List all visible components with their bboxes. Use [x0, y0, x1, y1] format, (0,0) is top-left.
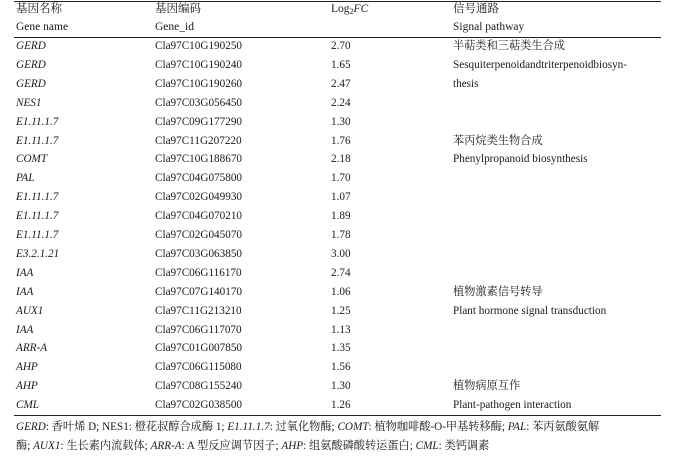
footnote-text: : 组氨酸磷酸转运蛋白; [303, 440, 416, 452]
pathway-cell: Sesquiterpenoidandtriterpenoidbiosyn- [453, 58, 627, 71]
footnote-text: 酶; [16, 440, 34, 452]
footnote-gene-abbr: AHP [281, 440, 304, 452]
gene-id-cell: Cla97C01G007850 [155, 342, 243, 355]
gene-name-cell: E1.11.1.7 [16, 191, 59, 204]
log2fc-cell: 2.18 [331, 153, 351, 166]
gene-id-cell: Cla97C02G038500 [155, 399, 243, 412]
log2fc-cell: 1.89 [331, 210, 351, 223]
gene-id-cell: Cla97C06G117070 [155, 323, 242, 336]
header-rule [14, 37, 661, 38]
gene-name-cell: AUX1 [16, 304, 44, 317]
footnote-line-2 [16, 440, 489, 453]
log2fc-cell: 1.06 [331, 285, 351, 298]
gene-id-cell: Cla97C02G049930 [155, 191, 243, 204]
gene-name-cell: E3.2.1.21 [16, 247, 60, 260]
gene-id-cell: Cla97C02G045070 [155, 229, 243, 241]
gene-name-cell: AHP [16, 380, 38, 393]
footnote-gene-abbr: ARR-A [150, 440, 182, 452]
log2fc-cell: 1.13 [331, 323, 351, 336]
log2fc-cell: 2.70 [331, 40, 351, 52]
log2fc-cell: 1.56 [331, 361, 351, 374]
pathway-cell: Phenylpropanoid biosynthesis [453, 153, 588, 166]
log2fc-cell: 1.35 [331, 342, 351, 355]
footnote-text: : A 型反应调节因子; [181, 440, 282, 452]
log2fc-cell: 2.24 [331, 96, 351, 109]
log2fc-cell: 2.47 [331, 77, 351, 90]
footnote-gene-abbr: CML [415, 440, 439, 452]
gene-id-cell: Cla97C07G140170 [155, 285, 243, 298]
gene-name-cell: PAL [16, 172, 35, 185]
footnote-text: : 香叶烯 D; NES1: 橙花叔醇合成酶 1; [45, 421, 228, 433]
gene-id-cell: Cla97C08G155240 [155, 380, 243, 393]
gene-name-cell: E1.11.1.7 [16, 115, 59, 128]
footnote-text: : 植物咖啡酸-O-甲基转移酶; [368, 421, 508, 433]
gene-id-cell: Cla97C10G190250 [155, 40, 243, 52]
pathway-cell: 苯丙烷类生物合成 [453, 134, 543, 147]
footnote-gene-abbr: PAL [507, 421, 527, 433]
gene-name-cell: CML [16, 399, 40, 412]
footnote-gene-abbr: GERD [16, 421, 46, 433]
gene-name-cell: GERD [16, 58, 46, 71]
header-gene-name-en: Gene name [16, 21, 69, 33]
gene-name-cell: AHP [16, 361, 38, 374]
header-gene-id-en: Gene_id [155, 21, 194, 33]
gene-id-cell: Cla97C09G177290 [155, 115, 243, 128]
gene-name-cell: NES1 [16, 96, 42, 109]
gene-id-cell: Cla97C10G188670 [155, 153, 243, 166]
gene-id-cell: Cla97C06G115080 [155, 361, 242, 374]
gene-id-cell: Cla97C04G070210 [155, 210, 243, 223]
header-gene-id-cn: 基因编码 [155, 3, 201, 15]
gene-name-cell: COMT [16, 153, 48, 166]
gene-id-cell: Cla97C04G075800 [155, 172, 243, 185]
log2fc-cell: 1.76 [331, 134, 351, 147]
gene-id-cell: Cla97C10G190260 [155, 77, 243, 90]
gene-name-cell: ARR-A [16, 342, 48, 355]
log2fc-cell: 1.07 [331, 191, 351, 204]
gene-id-cell: Cla97C06G116170 [155, 266, 242, 279]
pathway-cell: thesis [453, 77, 479, 90]
gene-name-cell: IAA [16, 285, 34, 298]
log2fc-cell: 1.30 [331, 115, 351, 128]
footnote-gene-abbr: AUX1 [33, 440, 61, 452]
footnote-text: : 类钙调素 [438, 440, 490, 452]
gene-id-cell: Cla97C03G056450 [155, 96, 243, 109]
gene-name-cell: E1.11.1.7 [16, 229, 59, 241]
log2fc-cell: 1.26 [331, 399, 351, 412]
log2fc-cell: 1.65 [331, 58, 351, 71]
header-gene-name-cn: 基因名称 [16, 3, 62, 15]
table-bottom-rule [14, 415, 661, 416]
header-pathway-en: Signal pathway [453, 21, 525, 33]
gene-name-cell: IAA [16, 266, 34, 279]
pathway-cell: 植物激素信号转导 [453, 285, 543, 298]
footnote-gene-abbr: E1.11.1.7 [227, 421, 270, 433]
header-log2fc: Log$_2$FC [331, 3, 369, 16]
gene-name-cell: IAA [16, 323, 34, 336]
pathway-cell: Plant hormone signal transduction [453, 304, 607, 317]
pathway-cell: 半萜类和三萜类生合成 [453, 40, 565, 52]
log2fc-cell: 1.25 [331, 304, 351, 317]
log2fc-cell: 1.70 [331, 172, 351, 185]
footnote-line-1 [16, 421, 599, 434]
gene-id-cell: Cla97C11G213210 [155, 304, 242, 317]
footnote-text: : 苯丙氨酸氨解 [526, 421, 600, 433]
pathway-cell: Plant-pathogen interaction [453, 399, 572, 412]
gene-id-cell: Cla97C10G190240 [155, 58, 243, 71]
gene-name-cell: E1.11.1.7 [16, 210, 59, 223]
footnote-gene-abbr: COMT [337, 421, 369, 433]
footnote-text: : 过氧化物酶; [269, 421, 338, 433]
header-pathway-cn: 信号通路 [453, 3, 499, 15]
log2fc-cell: 2.74 [331, 266, 351, 279]
log2fc-cell: 3.00 [331, 247, 351, 260]
gene-name-cell: GERD [16, 77, 46, 90]
gene-name-cell: GERD [16, 40, 46, 52]
gene-name-cell: E1.11.1.7 [16, 134, 59, 147]
pathway-cell: 植物病原互作 [453, 380, 521, 393]
log2fc-cell: 1.78 [331, 229, 351, 241]
footnote-text: : 生长素内流载体; [60, 440, 151, 452]
gene-id-cell: Cla97C11G207220 [155, 134, 242, 147]
log2fc-cell: 1.30 [331, 380, 351, 393]
gene-id-cell: Cla97C03G063850 [155, 247, 243, 260]
